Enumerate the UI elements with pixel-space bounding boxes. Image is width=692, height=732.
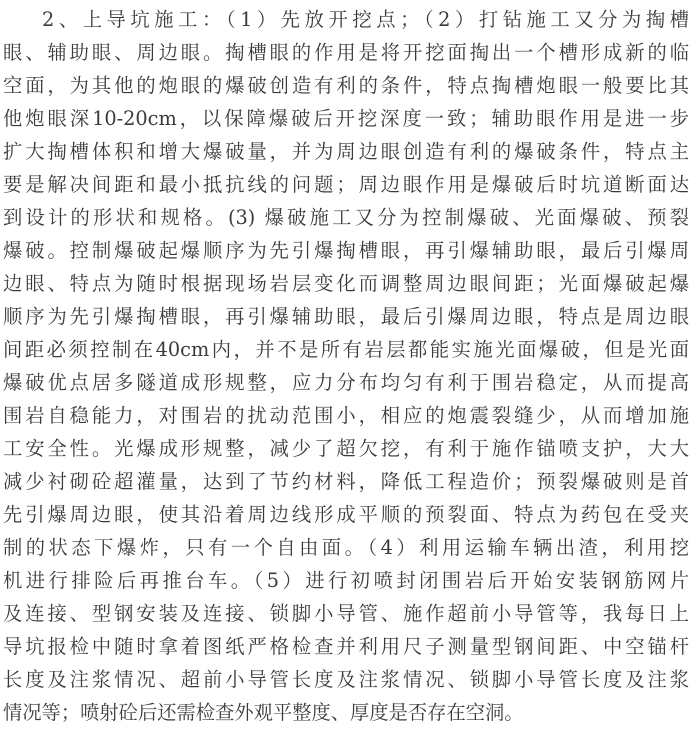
paragraph-line-8: 爆破。控制爆破起爆顺序为先引爆掏槽眼，再引爆辅助眼，最后引爆周 bbox=[3, 239, 689, 262]
paragraph-line-12: 爆破优点居多隧道成形规整，应力分布均匀有利于围岩稳定，从而提高 bbox=[3, 371, 689, 394]
paragraph-line-10: 顺序为先引爆掏槽眼，再引爆辅助眼，最后引爆周边眼，特点是周边眼 bbox=[3, 305, 689, 328]
paragraph-line-16: 先引爆周边眼，使其沿着周边线形成平顺的预裂面、特点为药包在受夹 bbox=[3, 503, 689, 526]
paragraph-line-22: 情况等；喷射砼后还需检查外观平整度、厚度是否存在空洞。 bbox=[3, 701, 524, 724]
paragraph-line-15: 减少衬砌砼超灌量，达到了节约材料，降低工程造价；预裂爆破则是首 bbox=[3, 470, 689, 493]
paragraph-line-18: 机进行排险后再推台车。（5）进行初喷封闭围岩后开始安装钢筋网片 bbox=[3, 569, 689, 592]
paragraph-line-5: 扩大掏槽体积和增大爆破量，并为周边眼创造有利的爆破条件，特点主 bbox=[3, 140, 689, 163]
paragraph-line-14: 工安全性。光爆成形规整，减少了超欠挖，有利于施作锚喷支护，大大 bbox=[3, 437, 689, 460]
paragraph-line-3: 空面，为其他的炮眼的爆破创造有利的条件，特点掏槽炮眼一般要比其 bbox=[3, 74, 689, 97]
paragraph-line-17: 制的状态下爆炸，只有一个自由面。（4）利用运输车辆出渣，利用挖 bbox=[3, 536, 689, 559]
paragraph-line-19: 及连接、型钢安装及连接、锁脚小导管、施作超前小导管等，我每日上 bbox=[3, 602, 689, 625]
paragraph-line-21: 长度及注浆情况、超前小导管长度及注浆情况、锁脚小导管长度及注浆 bbox=[3, 668, 689, 691]
paragraph-line-11: 间距必须控制在40cm内，并不是所有岩层都能实施光面爆破，但是光面 bbox=[3, 338, 689, 361]
paragraph-line-2: 眼、辅助眼、周边眼。掏槽眼的作用是将开挖面掏出一个槽形成新的临 bbox=[3, 41, 689, 64]
paragraph-line-7: 到设计的形状和规格。(3) 爆破施工又分为控制爆破、光面爆破、预裂 bbox=[3, 206, 689, 229]
paragraph-line-9: 边眼、特点为随时根据现场岩层变化而调整周边眼间距；光面爆破起爆 bbox=[3, 272, 689, 295]
paragraph-line-1: 2、上导坑施工：（1）先放开挖点；（2）打钻施工又分为掏槽 bbox=[42, 8, 689, 31]
paragraph-line-20: 导坑报检中随时拿着图纸严格检查并利用尺子测量型钢间距、中空锚杆 bbox=[3, 635, 689, 658]
paragraph-line-4: 他炮眼深10-20cm，以保障爆破后开挖深度一致；辅助眼作用是进一步 bbox=[3, 107, 689, 130]
paragraph-line-6: 要是解决间距和最小抵抗线的问题；周边眼作用是爆破后时坑道断面达 bbox=[3, 173, 689, 196]
paragraph-line-13: 围岩自稳能力，对围岩的扰动范围小，相应的炮震裂缝少，从而增加施 bbox=[3, 404, 689, 427]
